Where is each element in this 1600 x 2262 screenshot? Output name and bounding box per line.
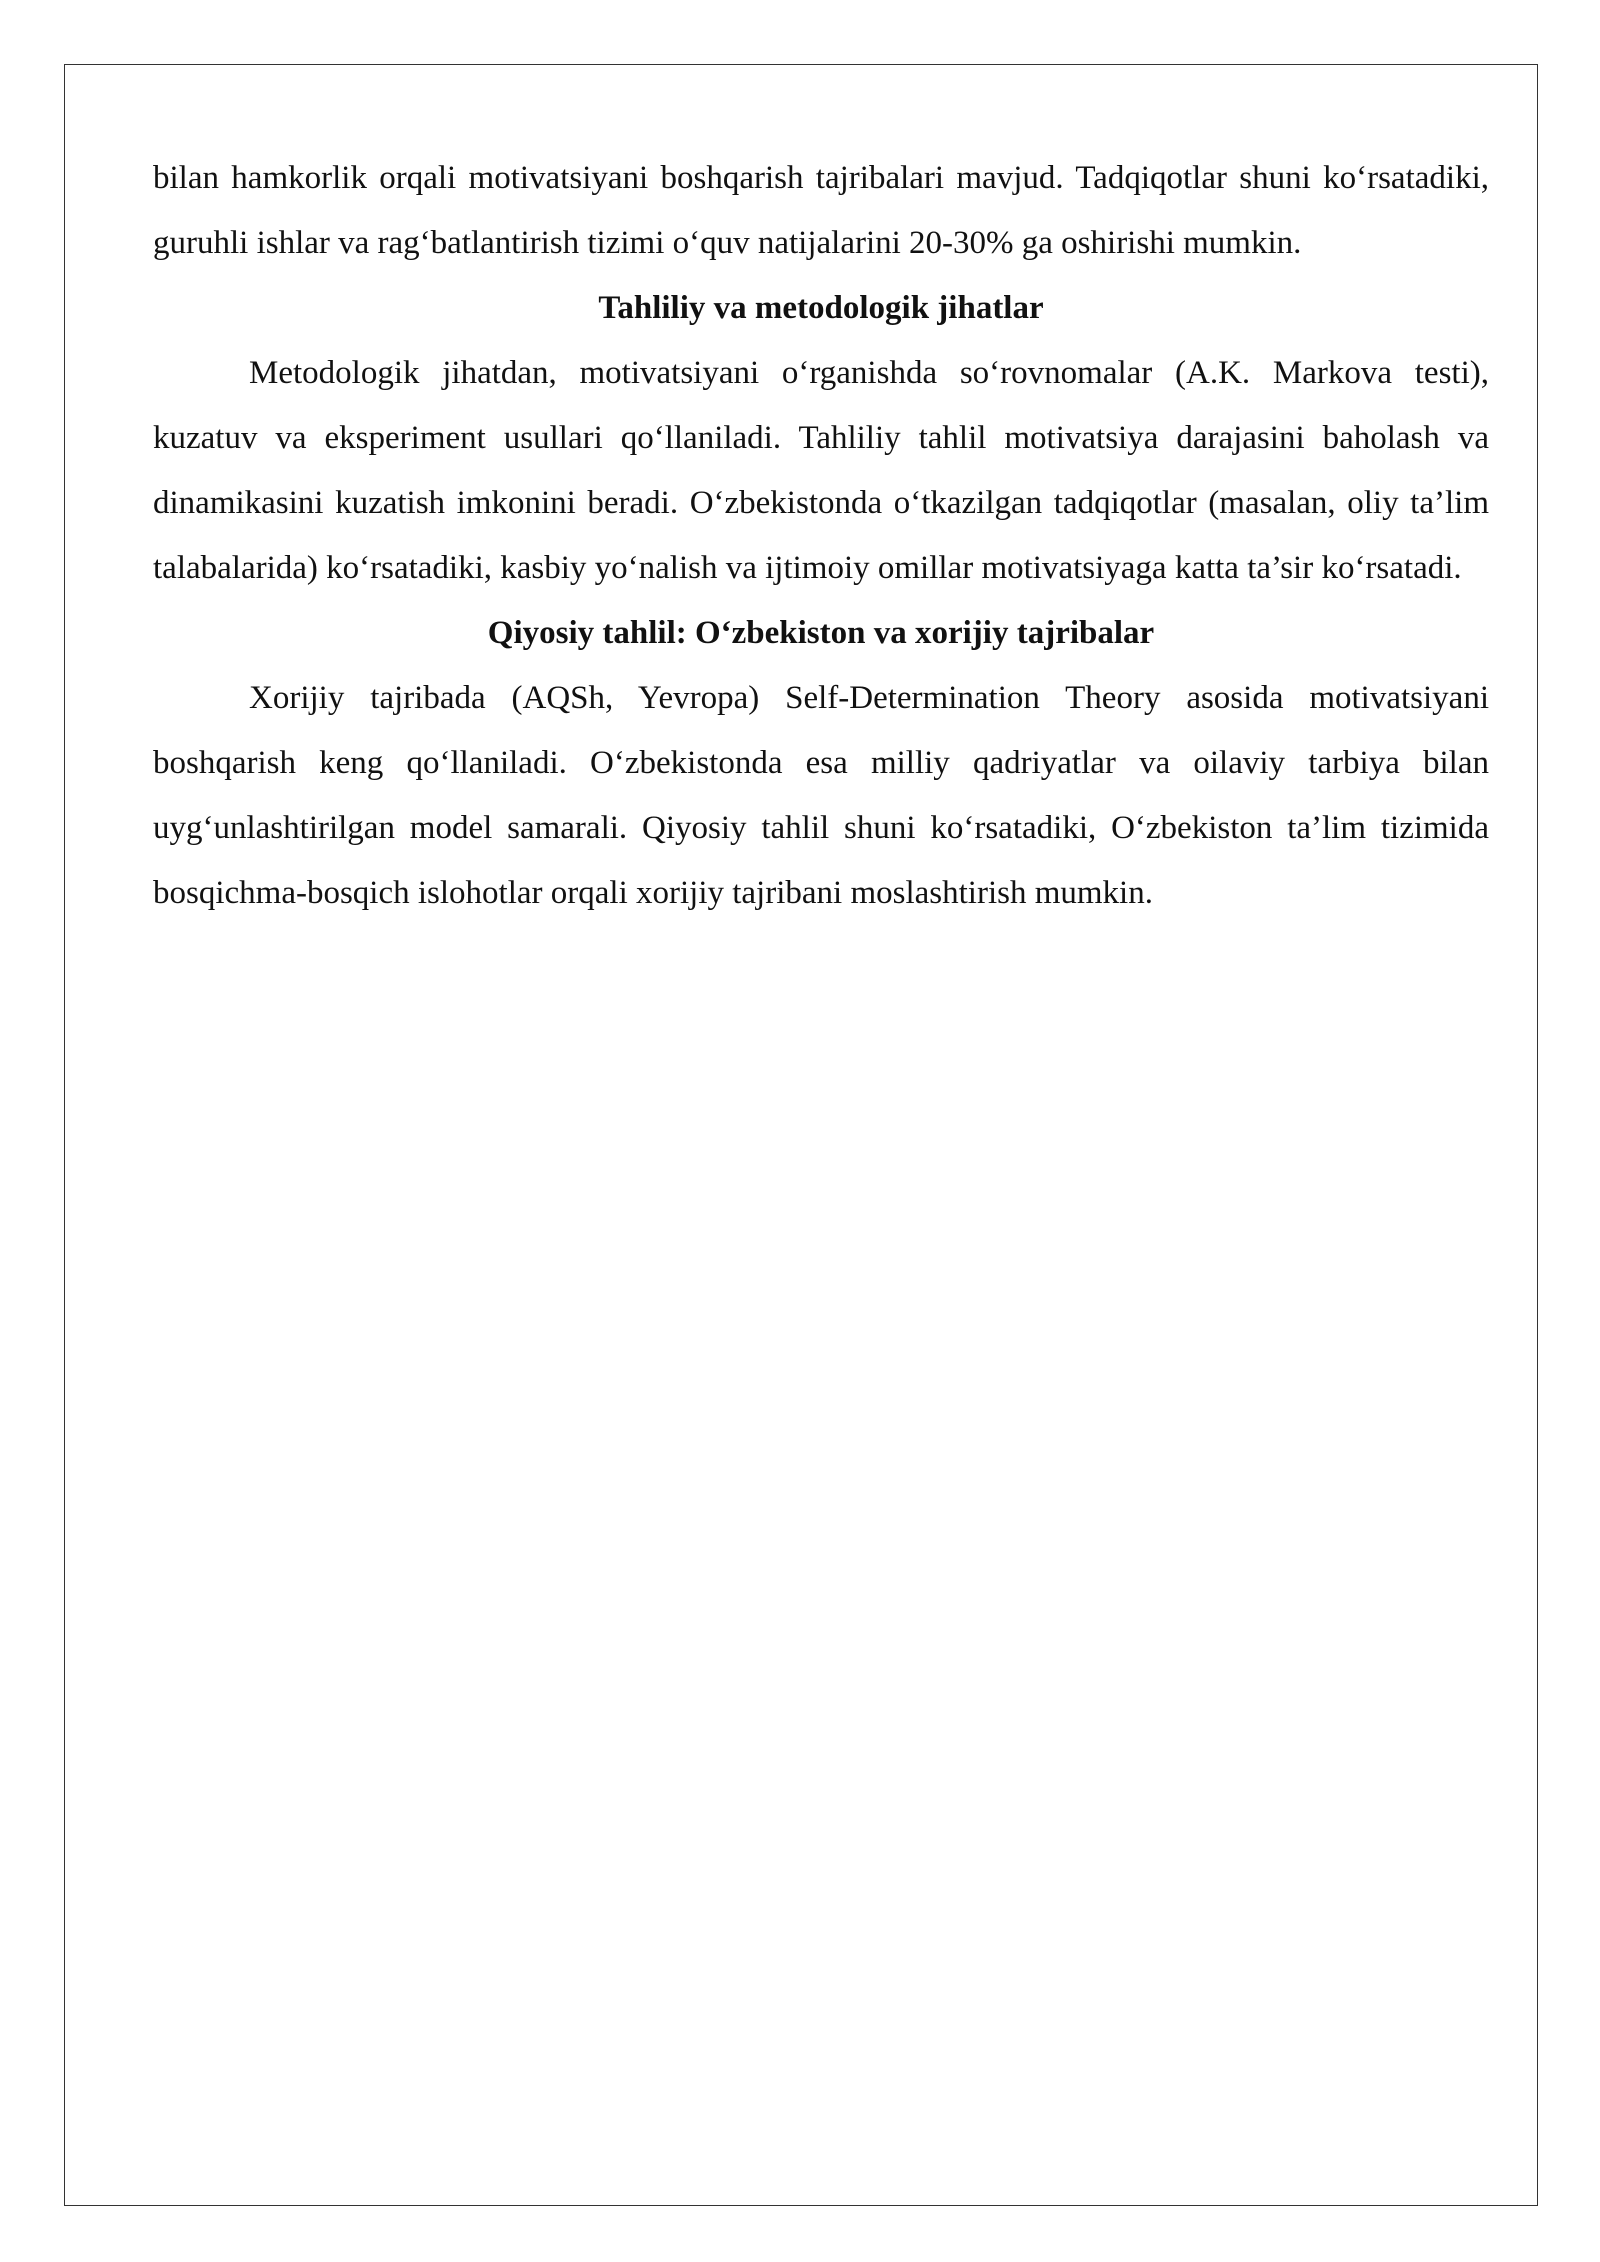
paragraph-methodology: Metodologik jihatdan, motivatsiyani o‘rganishda so‘rovnomalar (A.K. Markova testi), kuzatuv va eksperiment usullari qo‘llaniladi. Tahliliy tahlil motivatsiya darajasini baholash va dinamikasini kuzatish imkonini beradi. O‘zbekistonda o‘tkazilgan tadqiqotlar (masalan, oliy ta’lim talabalarida) ko‘rsatadiki, kasbiy yo‘nalish va ijtimoiy omillar motivatsiyaga katta ta’sir ko‘rsatadi. <box>153 355 1489 586</box>
section-heading-analytical: Tahliliy va metodologik jihatlar <box>598 290 1044 326</box>
paragraph-continuation: bilan hamkorlik orqali motivatsiyani boshqarish tajribalari mavjud. Tadqiqotlar shuni ko‘rsatadiki, guruhli ishlar va rag‘batlantirish tizimi o‘quv natijalarini 20-30% ga oshirishi mumkin. <box>153 160 1489 261</box>
paragraph-comparative: Xorijiy tajribada (AQSh, Yevropa) Self-Determination Theory asosida motivatsiyani boshqarish keng qo‘llaniladi. O‘zbekistonda esa milliy qadriyatlar va oilaviy tarbiya bilan uyg‘unlashtirilgan model samarali. Qiyosiy tahlil shuni ko‘rsatadiki, O‘zbekiston ta’lim tizimida bosqichma-bosqich islohotlar orqali xorijiy tajribani moslashtirish mumkin. <box>153 680 1489 911</box>
document-body <box>153 146 1489 926</box>
section-heading-comparative: Qiyosiy tahlil: O‘zbekiston va xorijiy tajribalar <box>487 615 1155 651</box>
